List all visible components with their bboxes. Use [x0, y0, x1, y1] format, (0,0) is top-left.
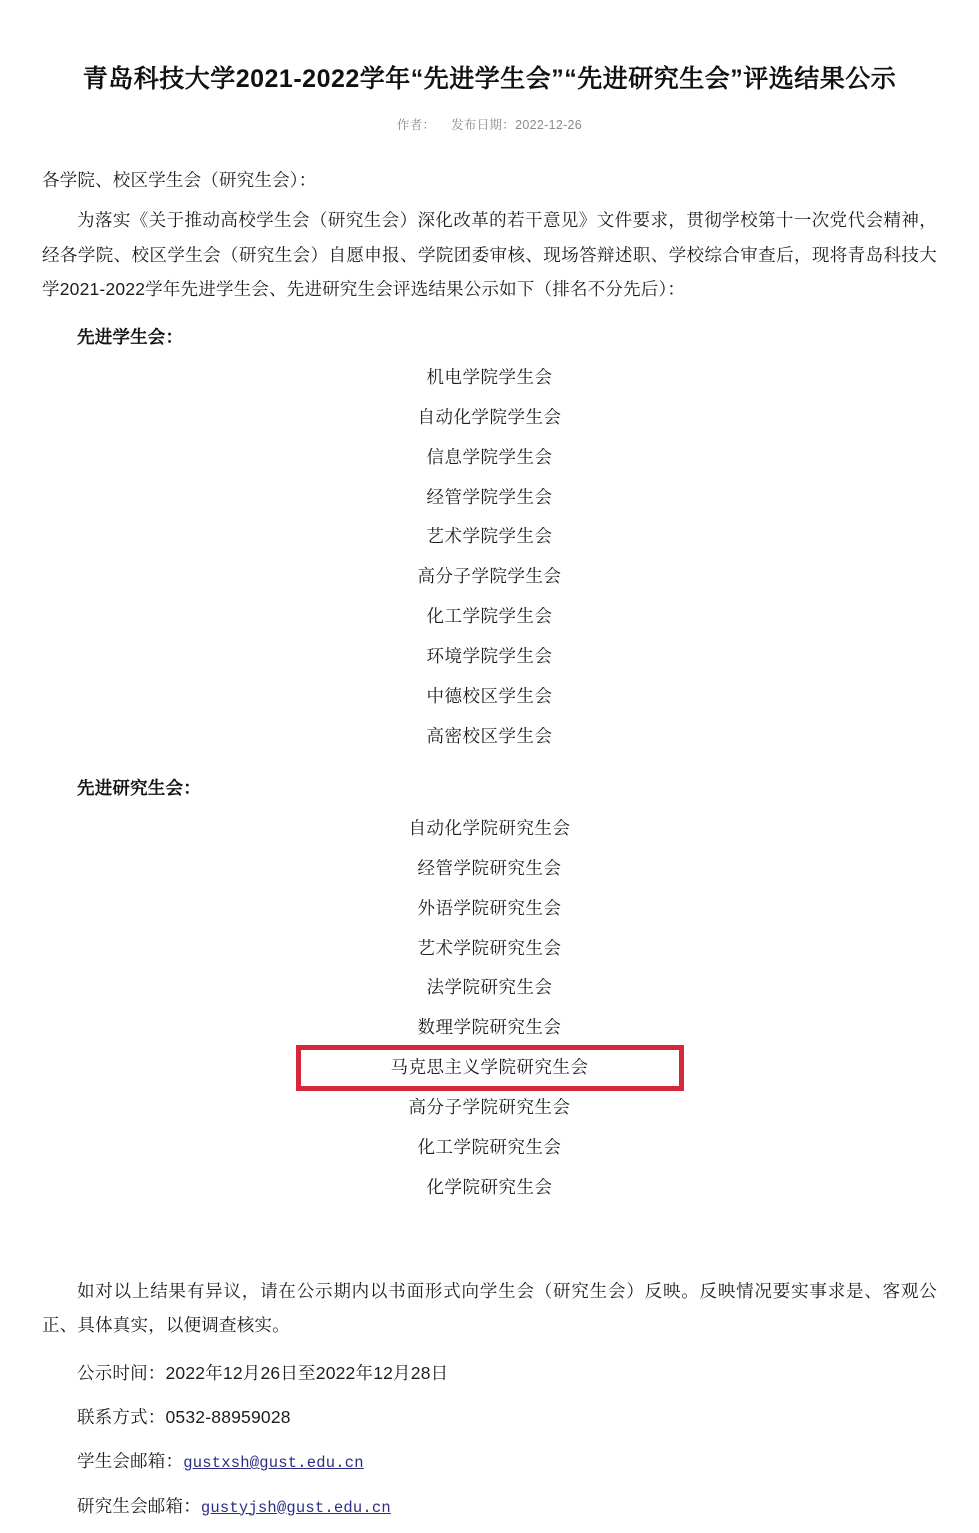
list-item: 高分子学院研究生会: [408, 1097, 571, 1118]
intro-paragraph: 为落实《关于推动高校学生会（研究生会）深化改革的若干意见》文件要求，贯彻学校第十一次党代会精神，经各学院、校区学生会（研究生会）自愿申报、学院团委审核、现场答辩述职、学校综合审查后，现将青岛科技大学2021-2022学年先进学生会、先进研究生会评选结果公示如下（排名不分先后）：: [42, 210, 937, 299]
page-title: 青岛科技大学2021-2022学年“先进学生会”“先进研究生会”评选结果公示: [82, 64, 897, 93]
graduate-union-list: [42, 809, 937, 1208]
list-item: 外语学院研究生会: [417, 897, 562, 918]
student-union-list: [42, 358, 937, 757]
student-union-email-line: [42, 1444, 937, 1478]
list-item: 经管学院研究生会: [417, 857, 562, 878]
contact-phone: 联系方式：0532-88959028: [77, 1407, 291, 1428]
list-item: 化工学院研究生会: [417, 1137, 562, 1158]
list-item: 艺术学院研究生会: [417, 937, 562, 958]
section-heading-student-unions: 先进学生会：: [77, 326, 184, 347]
document-meta: [0, 115, 979, 133]
footer-notes: [42, 1274, 937, 1523]
grad-union-email-label: 研究生会邮箱：: [77, 1495, 201, 1516]
list-item: 经管学院学生会: [426, 486, 553, 507]
publicity-period: 公示时间：2022年12月26日至2022年12月28日: [77, 1363, 449, 1384]
list-item: 自动化学院学生会: [417, 406, 562, 427]
objection-note: 如对以上结果有异议，请在公示期内以书面形式向学生会（研究生会）反映。反映情况要实事求是、客观公正、具体真实，以便调查核实。: [42, 1280, 937, 1335]
list-item: 艺术学院学生会: [426, 526, 553, 547]
list-item-highlighted: [42, 1048, 937, 1088]
list-item: 机电学院学生会: [426, 366, 553, 387]
salutation: 各学院、校区学生会（研究生会）：: [42, 170, 317, 191]
grad-union-email-link[interactable]: gustyjsh@gust.edu.cn: [200, 1498, 391, 1517]
list-item: 化学院研究生会: [426, 1176, 553, 1197]
document-body: [0, 163, 979, 1523]
section-heading-graduate-unions: 先进研究生会：: [77, 777, 201, 798]
document-page: [0, 17, 979, 1523]
spacer: [42, 1208, 937, 1248]
list-item: 数理学院研究生会: [417, 1017, 562, 1038]
list-item: 法学院研究生会: [426, 977, 553, 998]
list-item: 环境学院学生会: [426, 646, 553, 667]
student-union-email-label: 学生会邮箱：: [77, 1451, 184, 1472]
list-item: 信息学院学生会: [426, 446, 553, 467]
list-item: 自动化学院研究生会: [408, 817, 571, 838]
author-label: 作者：: [396, 118, 436, 133]
list-item: 中德校区学生会: [426, 686, 553, 706]
list-item: 高密校区学生会: [426, 725, 553, 746]
list-item: 高分子学院学生会: [417, 566, 562, 587]
list-item: 化工学院学生会: [426, 606, 553, 627]
grad-union-email-line: [42, 1489, 937, 1523]
highlight-box: 马克思主义学院研究生会: [42, 1048, 937, 1088]
publish-date-label: 发布日期：2022-12-26: [451, 118, 583, 133]
student-union-email-link[interactable]: gustxsh@gust.edu.cn: [183, 1454, 364, 1473]
